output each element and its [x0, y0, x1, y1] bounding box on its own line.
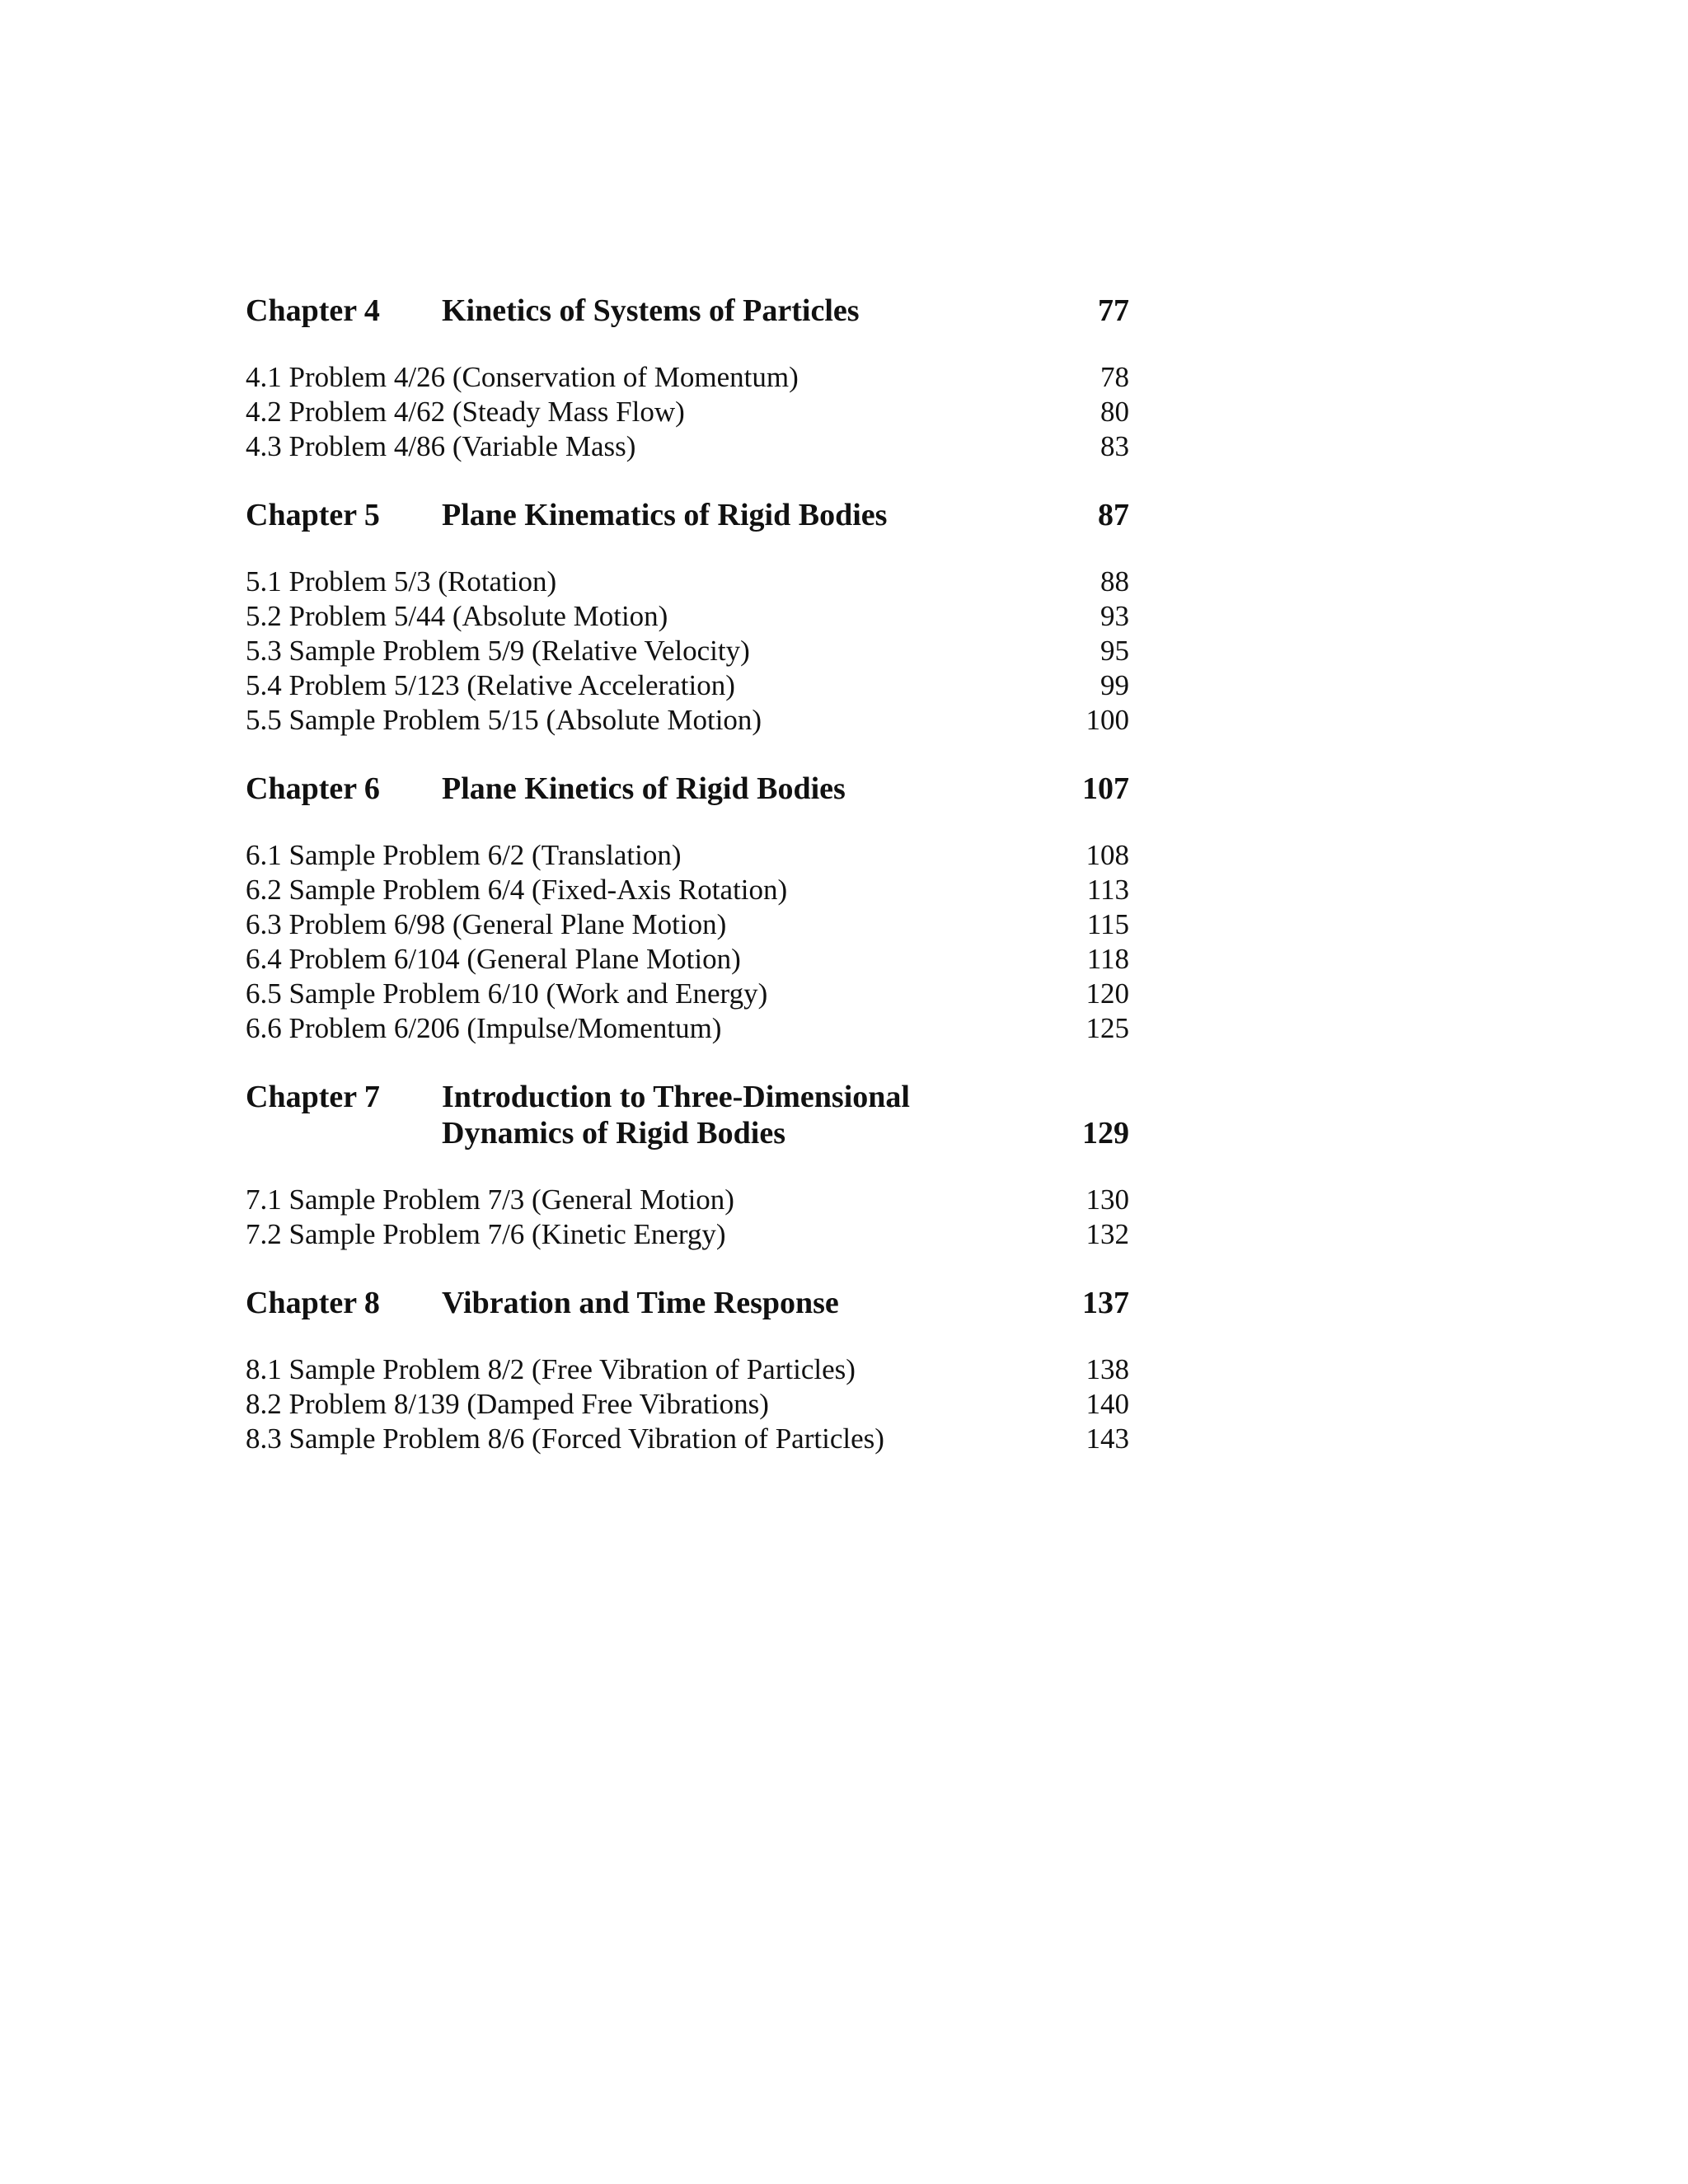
chapter-page-number: 129 [1082, 1116, 1129, 1151]
entry-page-number: 88 [1100, 565, 1129, 598]
chapter-title-line: Introduction to Three-Dimensional [442, 1080, 910, 1114]
chapter-label: Chapter 7 [246, 1080, 380, 1114]
entry-title: 6.2 Sample Problem 6/4 (Fixed-Axis Rotation) [246, 874, 788, 906]
toc-entry [246, 873, 1129, 907]
entry-title: 5.2 Problem 5/44 (Absolute Motion) [246, 600, 668, 632]
toc-entry [246, 395, 1129, 429]
toc-entry [246, 599, 1129, 634]
toc-entry [246, 634, 1129, 668]
chapter-title [442, 497, 1063, 533]
entry-page-number: 80 [1100, 396, 1129, 428]
toc-entry [246, 838, 1129, 873]
entry-page-number: 115 [1086, 908, 1129, 940]
chapter-page-number: 137 [1082, 1286, 1129, 1320]
entry-page-number: 130 [1085, 1183, 1129, 1216]
chapter-6-block [246, 771, 1129, 1046]
chapter-title-line: Plane Kinetics of Rigid Bodies [442, 771, 846, 806]
entry-title: 7.2 Sample Problem 7/6 (Kinetic Energy) [246, 1218, 726, 1250]
chapter-heading [246, 1079, 1129, 1151]
toc-entry [246, 1387, 1129, 1422]
toc-entry [246, 668, 1129, 703]
entry-title: 6.5 Sample Problem 6/10 (Work and Energy) [246, 977, 768, 1010]
chapter-heading [246, 1285, 1129, 1321]
chapter-7-block [246, 1079, 1129, 1252]
chapter-items [246, 565, 1129, 738]
chapter-items [246, 838, 1129, 1046]
chapter-page-number: 77 [1098, 293, 1129, 328]
entry-title: 5.1 Problem 5/3 (Rotation) [246, 565, 557, 598]
entry-page-number: 118 [1086, 943, 1129, 975]
chapter-title-line: Dynamics of Rigid Bodies [442, 1116, 785, 1151]
entry-title: 6.1 Sample Problem 6/2 (Translation) [246, 839, 682, 871]
chapter-label: Chapter 8 [246, 1286, 380, 1320]
entry-title: 8.3 Sample Problem 8/6 (Forced Vibration of Particles) [246, 1422, 884, 1455]
entry-page-number: 100 [1085, 704, 1129, 736]
entry-page-number: 93 [1100, 600, 1129, 632]
toc-entry [246, 1422, 1129, 1456]
chapter-title-line: Kinetics of Systems of Particles [442, 293, 860, 328]
entry-page-number: 99 [1100, 669, 1129, 701]
chapter-items [246, 1352, 1129, 1456]
entry-page-number: 120 [1085, 977, 1129, 1010]
entry-title: 4.3 Problem 4/86 (Variable Mass) [246, 430, 636, 462]
toc-entry [246, 1217, 1129, 1252]
entry-title: 7.1 Sample Problem 7/3 (General Motion) [246, 1183, 734, 1216]
chapter-heading [246, 771, 1129, 807]
chapter-heading [246, 293, 1129, 329]
entry-page-number: 113 [1086, 874, 1129, 906]
chapter-label: Chapter 6 [246, 771, 380, 806]
entry-page-number: 83 [1100, 430, 1129, 462]
toc-entry [246, 565, 1129, 599]
entry-title: 5.5 Sample Problem 5/15 (Absolute Motion) [246, 704, 762, 736]
chapter-items [246, 360, 1129, 464]
chapter-label: Chapter 5 [246, 498, 380, 532]
chapter-heading [246, 497, 1129, 533]
entry-title: 6.6 Problem 6/206 (Impulse/Momentum) [246, 1012, 722, 1044]
entry-page-number: 125 [1085, 1012, 1129, 1044]
toc-entry [246, 1183, 1129, 1217]
chapter-5-block [246, 497, 1129, 738]
entry-title: 6.4 Problem 6/104 (General Plane Motion) [246, 943, 741, 975]
entry-page-number: 108 [1085, 839, 1129, 871]
chapter-page-number: 107 [1082, 771, 1129, 806]
chapter-title-line: Vibration and Time Response [442, 1286, 839, 1320]
chapter-title-line: Plane Kinematics of Rigid Bodies [442, 498, 888, 532]
entry-page-number: 95 [1100, 635, 1129, 667]
chapter-title [442, 771, 1063, 807]
chapter-items [246, 1183, 1129, 1252]
chapter-title [442, 1079, 1063, 1151]
entry-title: 8.1 Sample Problem 8/2 (Free Vibration of Particles) [246, 1353, 856, 1385]
entry-title: 4.1 Problem 4/26 (Conservation of Momentum) [246, 361, 799, 393]
entry-title: 5.3 Sample Problem 5/9 (Relative Velocity) [246, 635, 750, 667]
chapter-page-number: 87 [1098, 498, 1129, 532]
chapter-8-block [246, 1285, 1129, 1456]
entry-page-number: 132 [1085, 1218, 1129, 1250]
toc-entry [246, 429, 1129, 464]
table-of-contents [246, 293, 1129, 1489]
entry-title: 5.4 Problem 5/123 (Relative Acceleration) [246, 669, 735, 701]
entry-title: 6.3 Problem 6/98 (General Plane Motion) [246, 908, 727, 940]
entry-page-number: 78 [1100, 361, 1129, 393]
toc-entry [246, 907, 1129, 942]
toc-entry [246, 1011, 1129, 1046]
toc-entry [246, 977, 1129, 1011]
toc-entry [246, 1352, 1129, 1387]
toc-entry [246, 942, 1129, 977]
chapter-4-block [246, 293, 1129, 464]
chapter-title [442, 1285, 1063, 1321]
chapter-label: Chapter 4 [246, 293, 380, 328]
entry-title: 8.2 Problem 8/139 (Damped Free Vibrations) [246, 1388, 769, 1420]
chapter-title [442, 293, 1063, 329]
entry-title: 4.2 Problem 4/62 (Steady Mass Flow) [246, 396, 685, 428]
entry-page-number: 140 [1085, 1388, 1129, 1420]
entry-page-number: 138 [1085, 1353, 1129, 1385]
toc-entry [246, 360, 1129, 395]
toc-entry [246, 703, 1129, 738]
entry-page-number: 143 [1085, 1422, 1129, 1455]
